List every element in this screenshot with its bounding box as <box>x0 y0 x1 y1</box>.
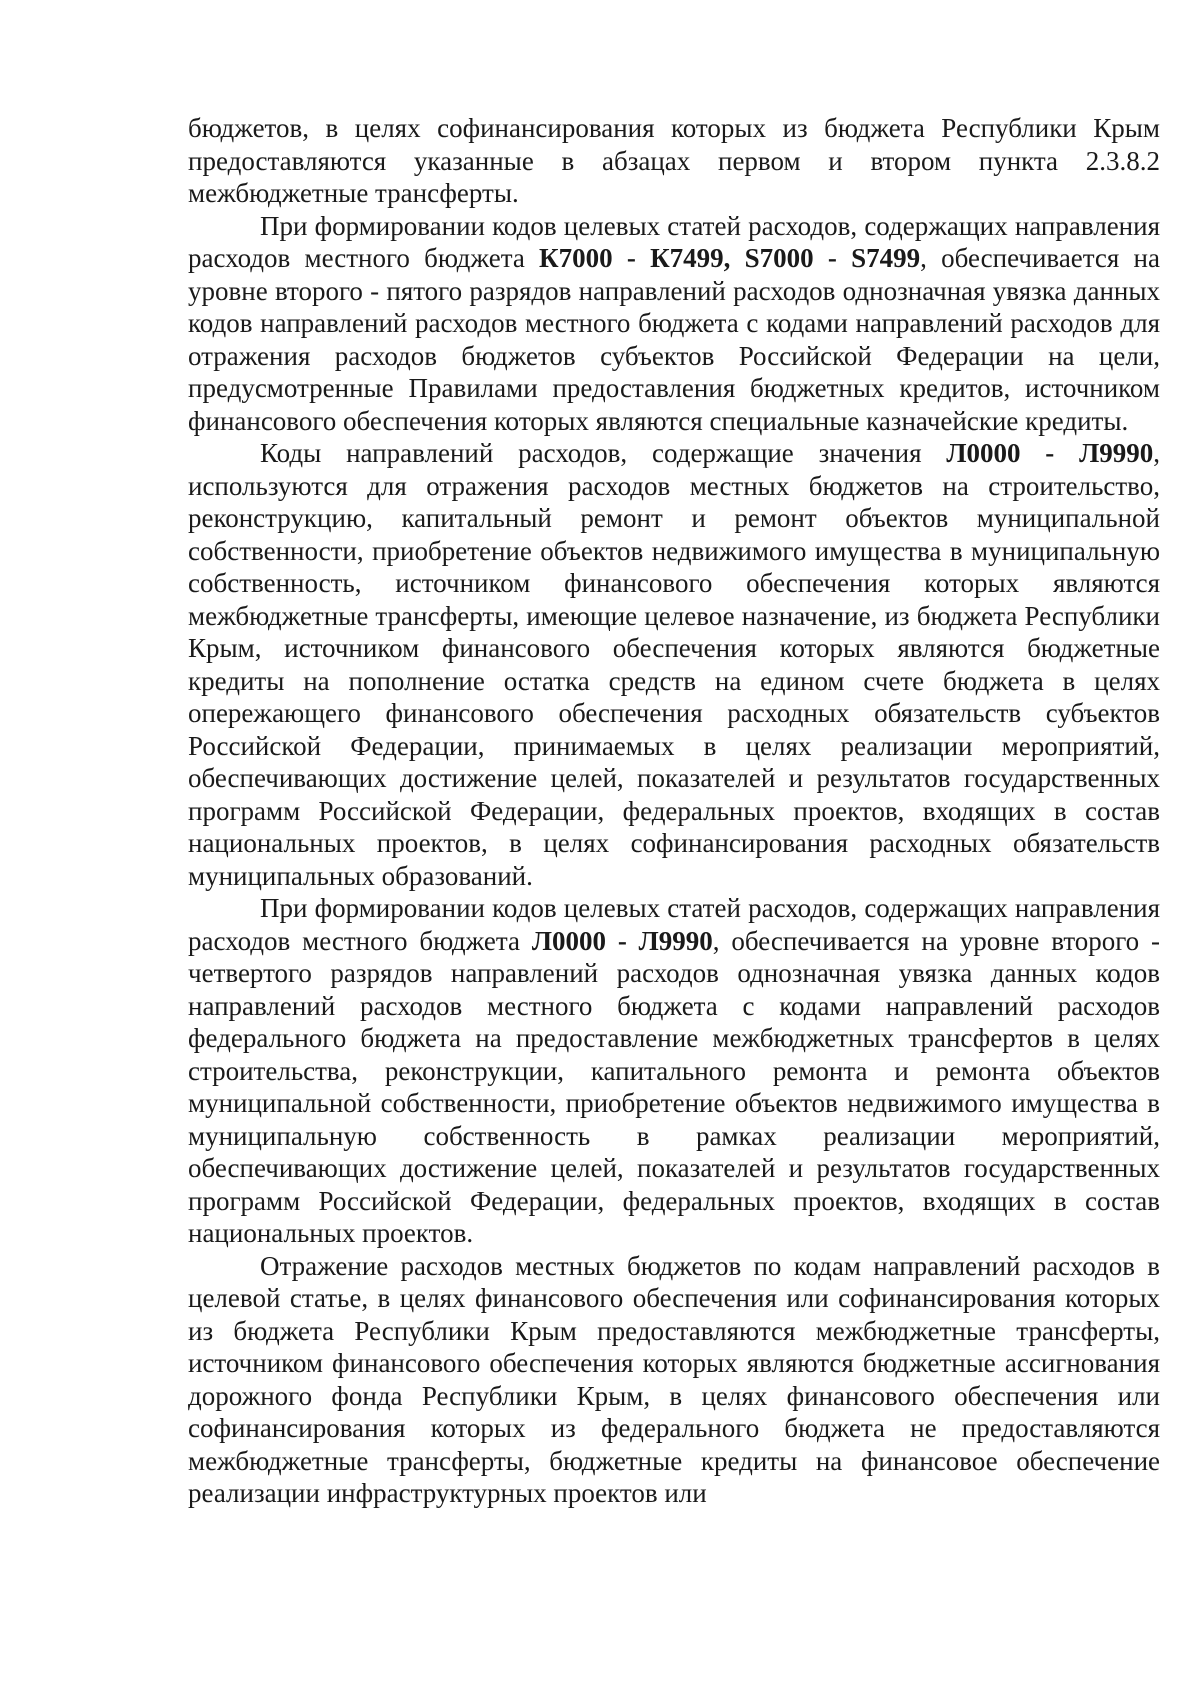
document-body <box>188 112 1160 1510</box>
paragraph-text: При формировании кодов целевых статей расходов, содержащих направления расходов местного бюджета <box>188 210 1160 273</box>
paragraph-text: , обеспечивается на уровне второго - четвертого разрядов направлений расходов однозначная увязка данных кодов направлений расходов местного бюджета с кодами направлений расходов федерального бюджета на предоставление межбюджетных трансфертов в целях строительства, реконструкции, капитального ремонта и ремонта объектов муниципальной собственности, приобретение объектов недвижимого имущества в муниципальную собственность в рамках реализации мероприятий, обеспечивающих достижение целей, показателей и результатов государственных программ Российской Федерации, федеральных проектов, входящих в состав национальных проектов. <box>188 925 1160 1248</box>
paragraph-text: Коды направлений расходов, содержащие значения <box>260 438 947 468</box>
paragraph-text: , используются для отражения расходов местных бюджетов на строительство, реконструкцию, капитальный ремонт и ремонт объектов муниципальной собственности, приобретение объектов недвижимого имущества в муниципальную собственность, источником финансового обеспечения которых являются межбюджетные трансферты, имеющие целевое назначение, из бюджета Республики Крым, источником финансового обеспечения которых являются бюджетные кредиты на пополнение остатка средств на едином счете бюджета в целях опережающего финансового обеспечения расходных обязательств субъектов Российской Федерации, принимаемых в целях реализации мероприятий, обеспечивающих достижение целей, показателей и результатов государственных программ Российской Федерации, федеральных проектов, входящих в состав национальных проектов, в целях софинансирования расходных обязательств муниципальных образований. <box>188 438 1160 891</box>
paragraph-text: При формировании кодов целевых статей расходов, содержащих направления расходов местного бюджета <box>188 893 1160 956</box>
paragraph-1 <box>188 112 1160 210</box>
paragraph-5 <box>188 1250 1160 1510</box>
expense-code-range: К7000 - К7499, S7000 - S7499 <box>539 243 921 273</box>
paragraph-2 <box>188 210 1160 438</box>
expense-code-range: Л0000 - Л9990 <box>531 925 713 956</box>
expense-code-range: Л0000 - Л9990 <box>946 438 1154 468</box>
paragraph-text: бюджетов, в целях софинансирования которых из бюджета Республики Крым предоставляются указанные в абзацах первом и втором пункта 2.3.8.2 межбюджетные трансферты. <box>188 113 1160 208</box>
paragraph-text: , обеспечивается на уровне второго - пятого разрядов направлений расходов однозначная увязка данных кодов направлений расходов местного бюджета с кодами направлений расходов для отражения расходов бюджетов субъектов Российской Федерации на цели, предусмотренные Правилами предоставления бюджетных кредитов, источником финансового обеспечения которых являются специальные казначейские кредиты. <box>188 243 1160 436</box>
paragraph-3 <box>188 437 1160 892</box>
paragraph-text: Отражение расходов местных бюджетов по кодам направлений расходов в целевой статье, в целях финансового обеспечения или софинансирования которых из бюджета Республики Крым предоставляются межбюджетные трансферты, источником финансового обеспечения которых являются бюджетные ассигнования дорожного фонда Республики Крым, в целях финансового обеспечения или софинансирования которых из федерального бюджета не предоставляются межбюджетные трансферты, бюджетные кредиты на финансовое обеспечение реализации инфраструктурных проектов или <box>188 1250 1160 1508</box>
paragraph-4 <box>188 892 1160 1250</box>
